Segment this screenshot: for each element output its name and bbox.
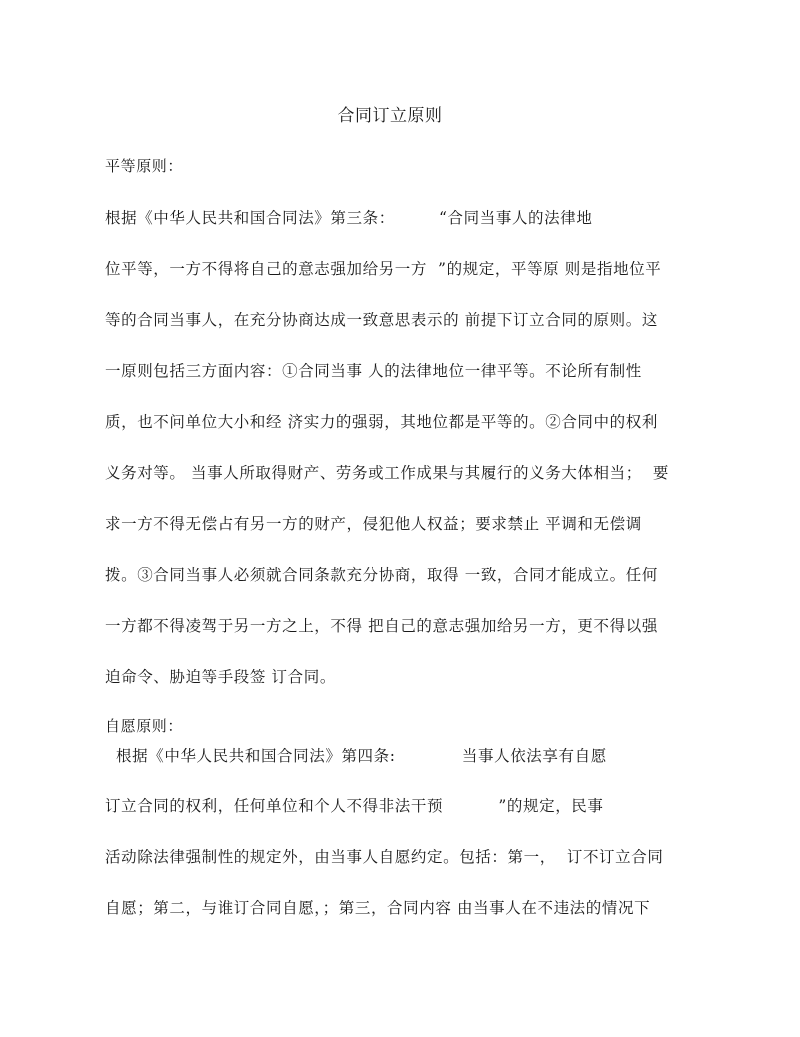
- paragraph-line: 一方都不得凌驾于另一方之上，不得 把自己的意志强加给另一方，更不得以强: [105, 617, 658, 635]
- paragraph-line: 自愿；第二，与谁订合同自愿，；第三，合同内容 由当事人在不违法的情况下: [105, 899, 651, 917]
- paragraph-line: 质，也不问单位大小和经 济实力的强弱，其地位都是平等的。②合同中的权利: [105, 413, 658, 431]
- paragraph-line: 求一方不得无偿占有另一方的财产，侵犯他人权益；要求禁止 平调和无偿调: [105, 515, 642, 533]
- paragraph-line: 订立合同的权利，任何单位和个人不得非法干预 ”的规定，民事: [105, 797, 604, 815]
- paragraph-line: 迫命令、胁迫等手段签 订合同。: [105, 668, 336, 686]
- section-heading-voluntary: 自愿原则：: [105, 717, 184, 735]
- document-title: 合同订立原则: [337, 106, 443, 126]
- paragraph-line: 等的合同当事人，在充分协商达成一致意思表示的 前提下订立合同的原则。这: [105, 311, 658, 329]
- paragraph-line: 位平等，一方不得将自己的意志强加给另一方 ”的规定，平等原 则是指地位平: [105, 260, 662, 278]
- paragraph-line: 一原则包括三方面内容：①合同当事 人的法律地位一律平等。不论所有制性: [105, 362, 642, 380]
- paragraph-line: 活动除法律强制性的规定外，由当事人自愿约定。包括：第一， 订不订立合同: [105, 848, 664, 866]
- section-heading-equality: 平等原则：: [105, 157, 184, 175]
- paragraph-line: 根据《中华人民共和国合同法》第四条: 当事人依法享有自愿: [105, 747, 607, 765]
- paragraph-line: 拨。③合同当事人必须就合同条款充分协商，取得 一致，合同才能成立。任何: [105, 566, 658, 584]
- paragraph-line: 义务对等。 当事人所取得财产、劳务或工作成果与其履行的义务大体相当； 要: [105, 464, 669, 482]
- paragraph-line: 根据《中华人民共和国合同法》第三条： “合同当事人的法律地: [105, 209, 593, 227]
